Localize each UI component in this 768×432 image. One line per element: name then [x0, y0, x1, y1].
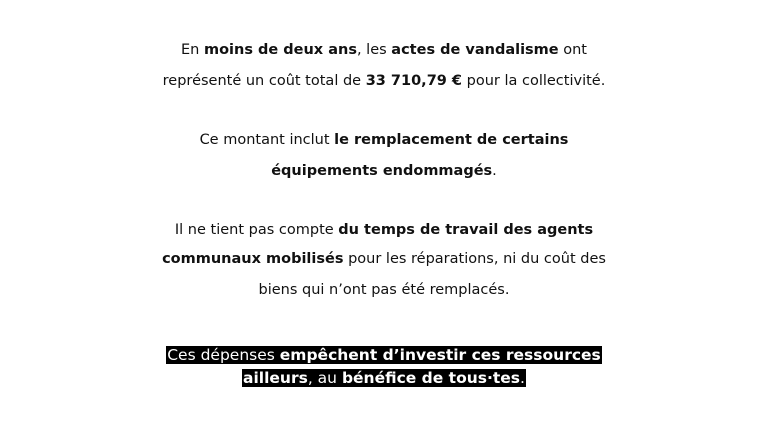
highlight-box [242, 369, 526, 387]
text-segment: , les [356, 42, 392, 58]
bold-segment: bénéfice de tous·tes [341, 369, 521, 387]
highlight-line-2 [0, 367, 768, 389]
text-segment: pour la collectivité. [462, 73, 606, 89]
paragraph-1-line-2 [0, 71, 768, 91]
bold-segment: le remplacement de certains [334, 132, 569, 148]
text-segment: . [520, 369, 525, 387]
paragraph-3-line-2 [0, 249, 768, 269]
text-segment: Il ne tient pas compte [174, 222, 339, 238]
highlight-box [166, 346, 602, 364]
text-segment: Ce montant inclut [199, 132, 335, 148]
text-segment: représenté un coût total de [162, 73, 366, 89]
amount-value: 33 710,79 € [365, 73, 463, 89]
bold-segment: communaux mobilisés [162, 251, 344, 267]
text-segment: ont [558, 42, 587, 58]
paragraph-3-line-3 [0, 280, 768, 300]
text-segment: . [492, 163, 497, 179]
text-segment: Ces dépenses [167, 346, 280, 364]
bold-segment: ailleurs [243, 369, 308, 387]
bold-segment: moins de deux ans [203, 42, 357, 58]
bold-segment: empêchent d’investir ces ressources [279, 346, 601, 364]
bold-segment: du temps de travail des agents [338, 222, 594, 238]
bold-segment: équipements endommagés [271, 163, 493, 179]
highlight-line-1 [0, 344, 768, 366]
text-segment: biens qui n’ont pas été remplacés. [258, 282, 510, 298]
paragraph-2-line-1 [0, 130, 768, 150]
paragraph-1-line-1 [0, 40, 768, 60]
text-segment: , au [307, 369, 342, 387]
bold-segment: actes de vandalisme [391, 42, 559, 58]
paragraph-3-line-1 [0, 220, 768, 240]
text-segment: En [181, 42, 204, 58]
paragraph-2-line-2 [0, 161, 768, 181]
text-segment: pour les réparations, ni du coût des [343, 251, 606, 267]
